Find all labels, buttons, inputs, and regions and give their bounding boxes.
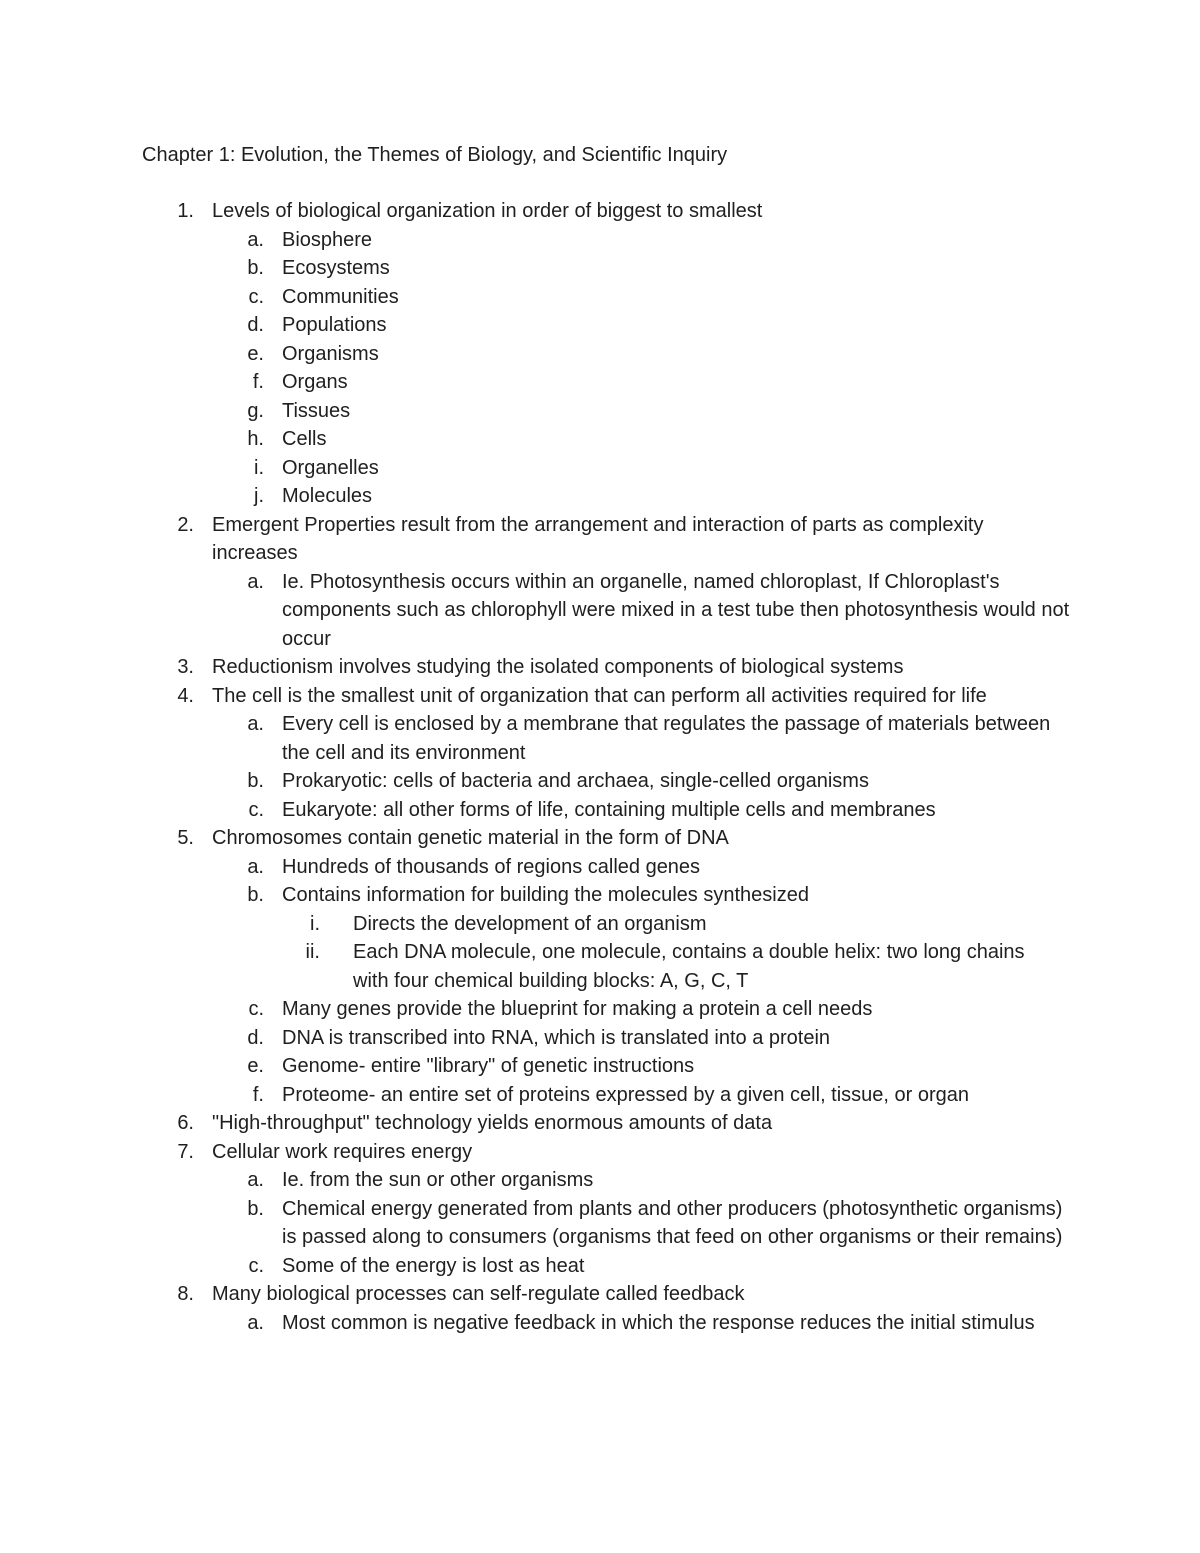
list-marker: ii. <box>305 941 320 963</box>
list-item-text: Molecules <box>282 485 373 507</box>
list-marker: e. <box>247 342 264 365</box>
list-marker: a. <box>247 228 264 251</box>
list-marker: a. <box>247 1311 264 1334</box>
list-item-text: Ie. from the sun or other organisms <box>282 1169 594 1191</box>
list-marker: 8. <box>177 1283 194 1305</box>
outline-item-level-2 <box>0 283 1200 312</box>
outline-item-level-2 <box>0 1166 1200 1195</box>
list-item-text: Tissues <box>282 399 351 422</box>
list-item-text: Cells <box>282 428 327 450</box>
list-item-text: Levels of biological organization in order of biggest to smallest <box>212 200 763 222</box>
list-marker: a. <box>247 570 264 593</box>
outline-item-level-2 <box>0 568 1200 654</box>
list-item-text: "High-throughput" technology yields enormous amounts of data <box>212 1112 773 1134</box>
list-marker: b. <box>247 257 264 279</box>
list-item-text: Reductionism involves studying the isolated components of biological systems <box>212 656 904 678</box>
outline-item-level-2 <box>0 995 1200 1024</box>
list-marker: b. <box>247 770 264 792</box>
outline-item-level-1 <box>0 1280 1200 1309</box>
outline-item-level-3 <box>0 910 1200 939</box>
list-marker: d. <box>247 1026 264 1049</box>
list-marker: a. <box>247 855 264 878</box>
outline-item-level-3 <box>0 938 1200 995</box>
list-item-text: Directs the development of an organism <box>353 912 707 935</box>
outline-item-level-2 <box>0 311 1200 340</box>
list-marker: f. <box>252 371 264 393</box>
outline-item-level-2 <box>0 226 1200 255</box>
list-marker: 5. <box>177 827 194 849</box>
outline-item-level-2 <box>0 881 1200 910</box>
outline-item-level-1 <box>0 653 1200 682</box>
outline-item-level-1 <box>0 511 1200 568</box>
outline-item-level-2 <box>0 397 1200 426</box>
outline-item-level-1 <box>0 1109 1200 1138</box>
list-item-text: Organisms <box>282 342 379 365</box>
list-marker: c. <box>248 285 264 308</box>
list-item-text: Hundreds of thousands of regions called genes <box>282 855 701 878</box>
list-item-text: Chemical energy generated from plants and other producers (photosynthetic organisms) is passed along to consumers (organisms that feed on other organisms or their remains) <box>282 1197 1063 1248</box>
outline-item-level-1 <box>0 1138 1200 1167</box>
list-marker: f. <box>252 1083 264 1106</box>
list-item-text: Every cell is enclosed by a membrane that regulates the passage of materials between the cell and its environment <box>282 713 1051 764</box>
list-marker: 7. <box>177 1140 194 1163</box>
list-marker: 6. <box>177 1112 194 1134</box>
list-marker: a. <box>247 713 264 735</box>
list-item-text: Each DNA molecule, one molecule, contains a double helix: two long chains with four chemical building blocks: A, G, C, T <box>353 941 1025 992</box>
outline-item-level-2 <box>0 1081 1200 1110</box>
list-item-text: Many biological processes can self-regulate called feedback <box>212 1283 745 1305</box>
list-item-text: Ie. Photosynthesis occurs within an organelle, named chloroplast, If Chloroplast's components such as chlorophyll were mixed in a test tube then photosynthesis would not occur <box>282 570 1070 650</box>
outline-item-level-2 <box>0 454 1200 483</box>
list-item-text: Emergent Properties result from the arrangement and interaction of parts as complexity increases <box>212 513 984 564</box>
outline-item-level-2 <box>0 425 1200 454</box>
outline-item-level-2 <box>0 767 1200 796</box>
outline-item-level-2 <box>0 482 1200 511</box>
list-marker: b. <box>247 1197 264 1220</box>
outline-item-level-2 <box>0 1052 1200 1081</box>
list-item-text: The cell is the smallest unit of organization that can perform all activities required for life <box>212 684 987 707</box>
outline-item-level-2 <box>0 254 1200 283</box>
list-item-text: Genome- entire "library" of genetic instructions <box>282 1055 695 1077</box>
list-marker: e. <box>247 1055 264 1077</box>
list-marker: 4. <box>177 684 194 707</box>
list-item-text: Most common is negative feedback in which the response reduces the initial stimulus <box>282 1311 1035 1334</box>
outline-item-level-2 <box>0 853 1200 882</box>
outline-item-level-1 <box>0 824 1200 853</box>
list-marker: i. <box>254 456 264 479</box>
list-item-text: Populations <box>282 314 387 336</box>
list-item-text: Some of the energy is lost as heat <box>282 1254 585 1277</box>
list-item-text: Organs <box>282 371 348 393</box>
outline-item-level-2 <box>0 368 1200 397</box>
list-marker: a. <box>247 1169 264 1191</box>
list-marker: j. <box>254 485 264 507</box>
document-title: Chapter 1: Evolution, the Themes of Biology, and Scientific Inquiry <box>142 144 728 166</box>
list-item-text: Contains information for building the molecules synthesized <box>282 884 809 906</box>
list-marker: g. <box>247 399 264 422</box>
list-marker: d. <box>247 314 264 336</box>
list-item-text: Proteome- an entire set of proteins expressed by a given cell, tissue, or organ <box>282 1083 970 1106</box>
list-item-text: Communities <box>282 285 399 308</box>
list-marker: c. <box>248 998 264 1020</box>
outline-item-level-2 <box>0 1024 1200 1053</box>
outline-item-level-2 <box>0 1309 1200 1338</box>
list-marker: c. <box>248 1254 264 1277</box>
list-marker: c. <box>248 798 264 821</box>
list-marker: 1. <box>177 200 194 222</box>
list-item-text: Eukaryote: all other forms of life, containing multiple cells and membranes <box>282 798 936 821</box>
list-item-text: Chromosomes contain genetic material in the form of DNA <box>212 827 729 849</box>
list-item-text: Many genes provide the blueprint for making a protein a cell needs <box>282 998 873 1020</box>
list-marker: i. <box>310 912 320 935</box>
list-item-text: DNA is transcribed into RNA, which is translated into a protein <box>282 1026 831 1049</box>
outline-list <box>0 197 1200 1337</box>
outline-item-level-1 <box>0 682 1200 711</box>
list-marker: h. <box>247 428 264 450</box>
list-item-text: Organelles <box>282 456 379 479</box>
list-item-text: Cellular work requires energy <box>212 1140 473 1163</box>
list-item-text: Biosphere <box>282 228 373 251</box>
outline-item-level-2 <box>0 1252 1200 1281</box>
outline-item-level-2 <box>0 1195 1200 1252</box>
list-item-text: Prokaryotic: cells of bacteria and archaea, single-celled organisms <box>282 770 869 792</box>
outline-item-level-2 <box>0 340 1200 369</box>
outline-item-level-2 <box>0 796 1200 825</box>
list-marker: 2. <box>177 513 194 536</box>
list-item-text: Ecosystems <box>282 257 390 279</box>
list-marker: b. <box>247 884 264 906</box>
outline-item-level-1 <box>0 197 1200 226</box>
outline-item-level-2 <box>0 710 1200 767</box>
list-marker: 3. <box>177 656 194 678</box>
